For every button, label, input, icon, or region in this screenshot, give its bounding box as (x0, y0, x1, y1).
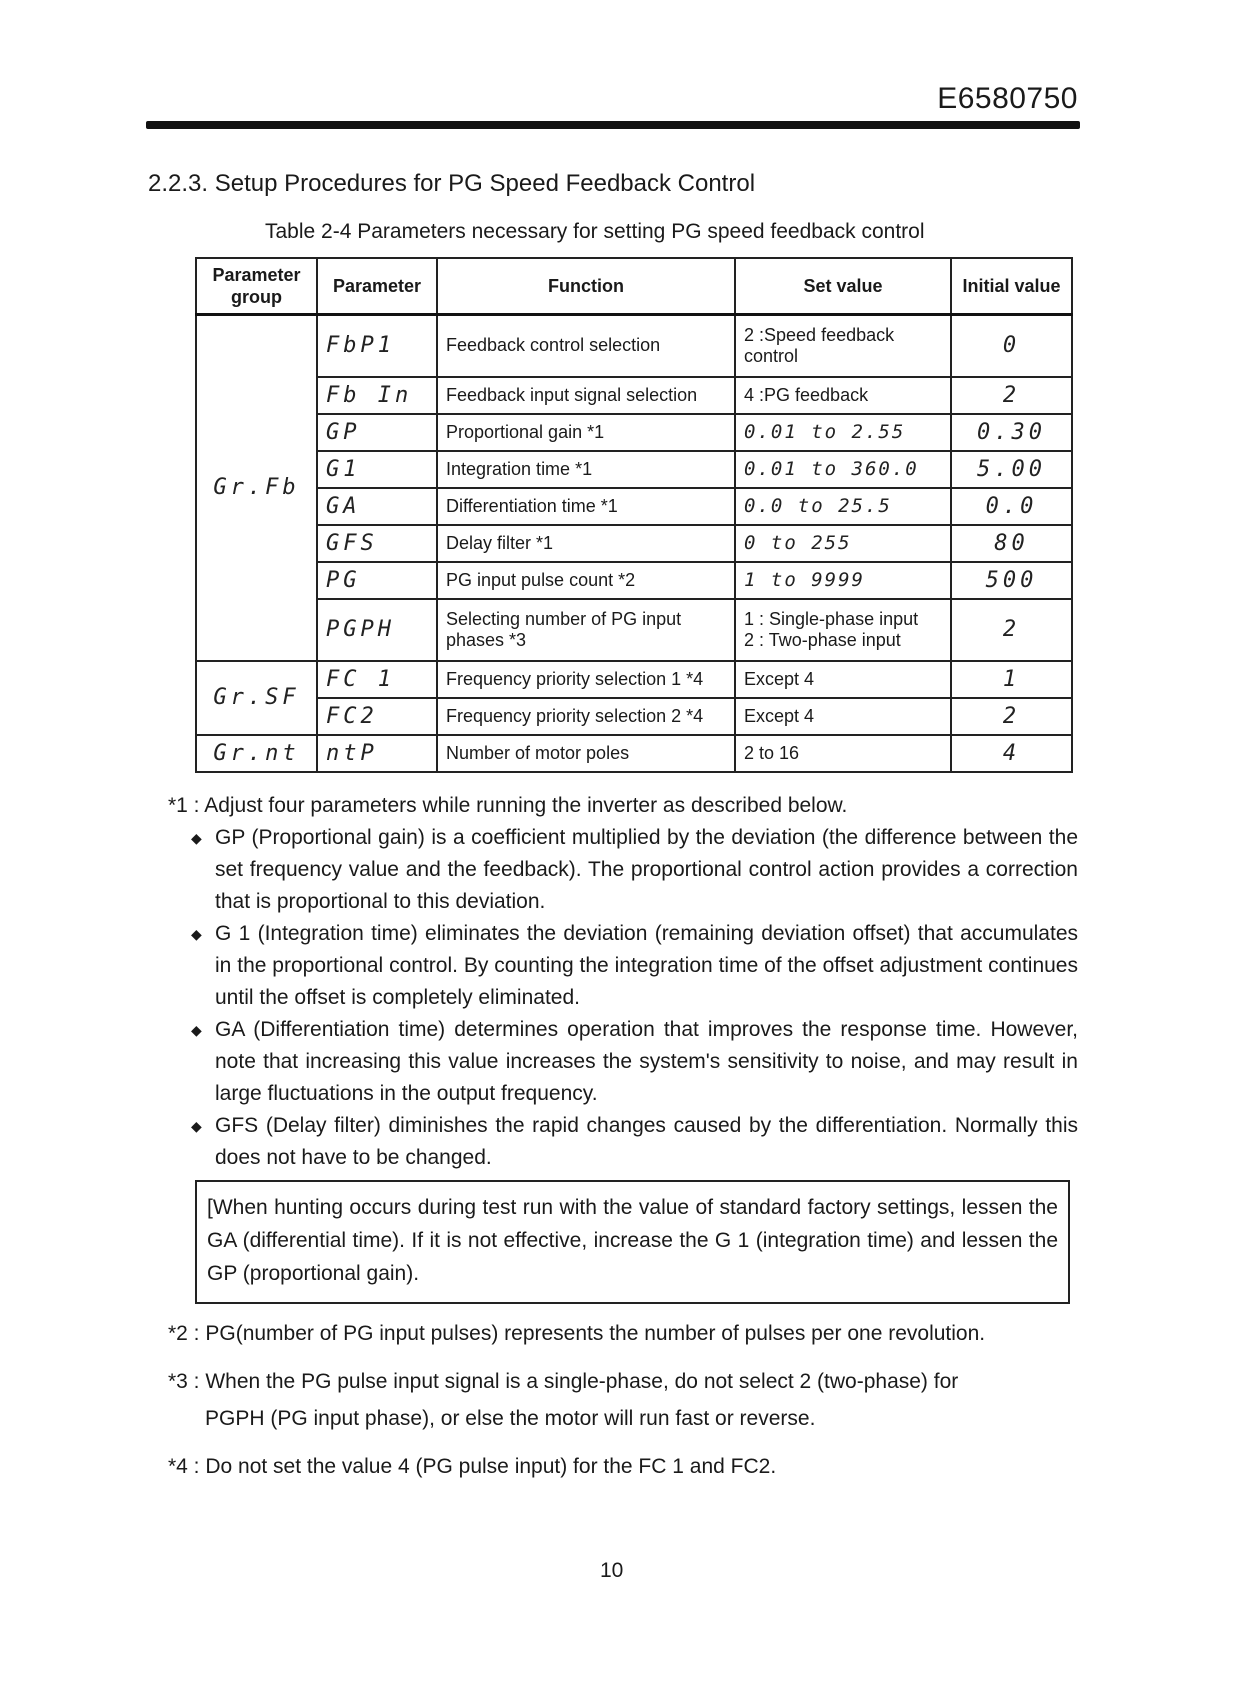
set-value-cell: 0.0 to 25.5 (735, 488, 951, 525)
table-row (196, 661, 1072, 698)
parameters-table (195, 257, 1073, 773)
bullet-icon: ◆ (191, 1118, 202, 1134)
page-number: 10 (600, 1559, 624, 1582)
function-cell: Number of motor poles (437, 735, 735, 772)
footnote-1-bullets (185, 822, 1078, 1174)
function-cell: Feedback control selection (437, 315, 735, 377)
function-cell: Selecting number of PG input phases *3 (437, 599, 735, 661)
initial-cell: 2 (951, 698, 1072, 735)
header-group: Parameter group (196, 258, 317, 315)
initial-cell: 4 (951, 735, 1072, 772)
footnote-4: *4 : Do not set the value 4 (PG pulse input) for the FC 1 and FC2. (168, 1455, 777, 1478)
bullet-icon: ◆ (191, 1022, 202, 1038)
table-row (196, 562, 1072, 599)
group-cell (196, 735, 317, 772)
initial-cell: 0 (951, 315, 1072, 377)
function-cell: Feedback input signal selection (437, 377, 735, 414)
table-row (196, 315, 1072, 377)
bullet-icon: ◆ (191, 926, 202, 942)
param-cell: FbP1 (317, 315, 437, 377)
footnote-2: *2 : PG(number of PG input pulses) represents the number of pulses per one revolution. (168, 1322, 986, 1345)
function-cell: Proportional gain *1 (437, 414, 735, 451)
param-cell: G1 (317, 451, 437, 488)
list-item: ◆ GP (Proportional gain) is a coefficient multiplied by the deviation (the difference between the set frequency value and the feedback). The proportional control action provides a correction that is proportional to this deviation. (185, 822, 1078, 918)
set-value-cell: 0.01 to 360.0 (735, 451, 951, 488)
set-value-cell: 1 to 9999 (735, 562, 951, 599)
list-item: ◆ G 1 (Integration time) eliminates the deviation (remaining deviation offset) that accumulates in the proportional control. By counting the integration time of the offset adjustment continues until the offset is completely eliminated. (185, 918, 1078, 1014)
set-value-cell: Except 4 (735, 698, 951, 735)
table-row (196, 735, 1072, 772)
list-item: ◆ GA (Differentiation time) determines operation that improves the response time. However, note that increasing this value increases the system's sensitivity to noise, and may result in large fluctuations in the output frequency. (185, 1014, 1078, 1110)
table-row (196, 414, 1072, 451)
initial-cell: 1 (951, 661, 1072, 698)
header-initial-value: Initial value (951, 258, 1072, 315)
initial-cell: 5.00 (951, 451, 1072, 488)
function-cell: Integration time *1 (437, 451, 735, 488)
header-rule (146, 121, 1080, 129)
param-cell: PG (317, 562, 437, 599)
hunting-note-box: [When hunting occurs during test run with the value of standard factory settings, lessen the GA (differential time). If it is not effective, increase the G 1 (integration time) and lessen the GP (proportional gain). (195, 1180, 1070, 1304)
bullet-icon: ◆ (191, 830, 202, 846)
param-cell: FC 1 (317, 661, 437, 698)
param-cell: FC2 (317, 698, 437, 735)
group-code: Gr.Fb (213, 475, 300, 501)
initial-cell: 2 (951, 599, 1072, 661)
list-item: ◆ GFS (Delay filter) diminishes the rapid changes caused by the differentiation. Normally this does not have to be changed. (185, 1110, 1078, 1174)
set-value-cell: 1 : Single-phase input 2 : Two-phase input (735, 599, 951, 661)
param-cell: Fb In (317, 377, 437, 414)
initial-cell: 500 (951, 562, 1072, 599)
group-code: Gr.nt (213, 740, 300, 766)
param-cell: PGPH (317, 599, 437, 661)
header-set-value: Set value (735, 258, 951, 315)
section-title: 2.2.3. Setup Procedures for PG Speed Feedback Control (148, 170, 756, 197)
table-header-row (196, 258, 1072, 315)
footnote-3-cont: PGPH (PG input phase), or else the motor will run fast or reverse. (205, 1407, 816, 1430)
table-row (196, 698, 1072, 735)
initial-cell: 80 (951, 525, 1072, 562)
table-row (196, 451, 1072, 488)
footnote-3: *3 : When the PG pulse input signal is a single-phase, do not select 2 (two-phase) for (168, 1370, 959, 1393)
set-value-cell: 0 to 255 (735, 525, 951, 562)
group-cell (196, 315, 317, 661)
group-cell (196, 661, 317, 735)
function-cell: Frequency priority selection 2 *4 (437, 698, 735, 735)
document-number: E6580750 (937, 82, 1078, 115)
table-row (196, 377, 1072, 414)
function-cell: Frequency priority selection 1 *4 (437, 661, 735, 698)
function-cell: Delay filter *1 (437, 525, 735, 562)
param-cell: ntP (317, 735, 437, 772)
set-value-cell: 4 :PG feedback (735, 377, 951, 414)
initial-cell: 0.0 (951, 488, 1072, 525)
set-value-cell: Except 4 (735, 661, 951, 698)
param-cell: GA (317, 488, 437, 525)
table-row (196, 525, 1072, 562)
table-caption: Table 2-4 Parameters necessary for setting PG speed feedback control (265, 220, 925, 243)
footnote-1: *1 : Adjust four parameters while running the inverter as described below. (168, 794, 848, 817)
initial-cell: 0.30 (951, 414, 1072, 451)
table-row (196, 488, 1072, 525)
param-cell: GFS (317, 525, 437, 562)
set-value-cell: 2 to 16 (735, 735, 951, 772)
header-function: Function (437, 258, 735, 315)
set-value-cell: 0.01 to 2.55 (735, 414, 951, 451)
param-cell: GP (317, 414, 437, 451)
header-parameter: Parameter (317, 258, 437, 315)
group-code: Gr.SF (213, 685, 300, 710)
function-cell: PG input pulse count *2 (437, 562, 735, 599)
table-row (196, 599, 1072, 661)
initial-cell: 2 (951, 377, 1072, 414)
set-value-cell: 2 :Speed feedback control (735, 315, 951, 377)
function-cell: Differentiation time *1 (437, 488, 735, 525)
